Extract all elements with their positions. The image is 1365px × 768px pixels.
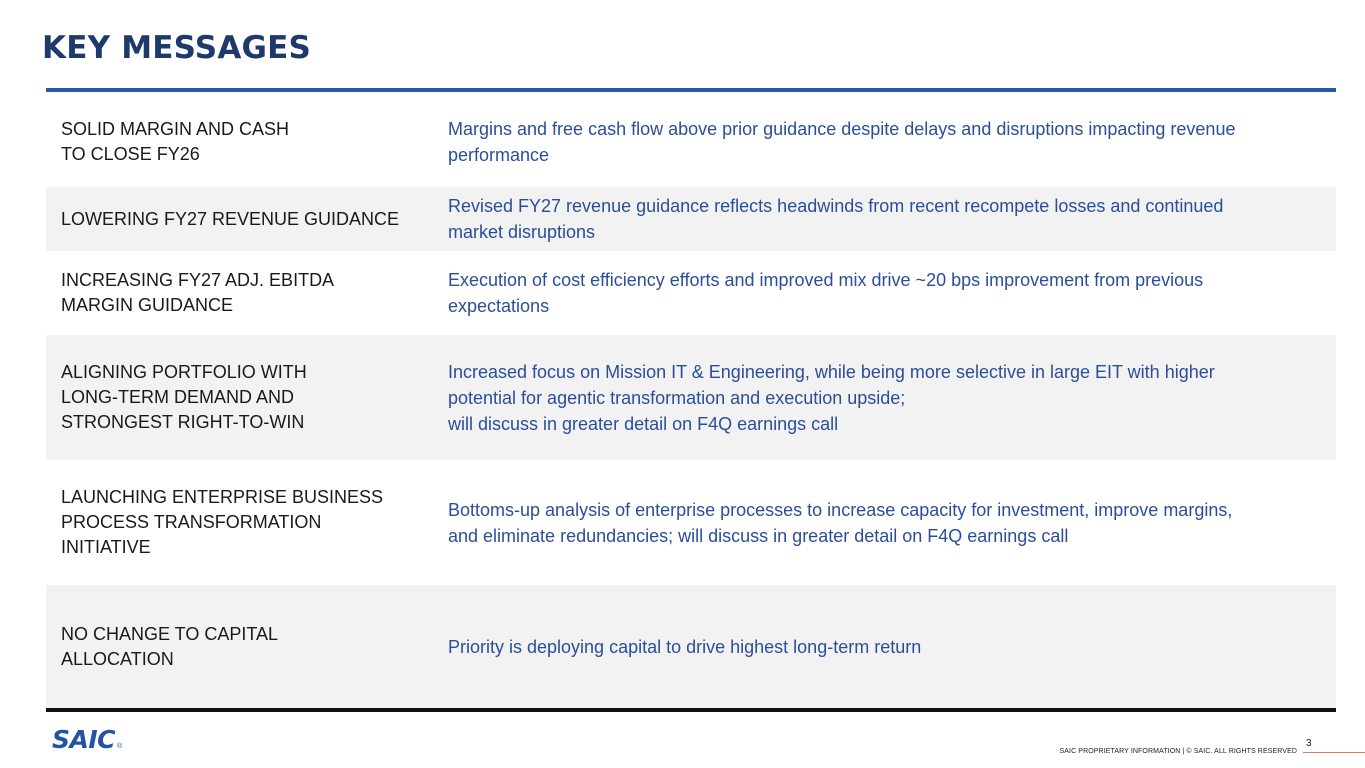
message-heading: NO CHANGE TO CAPITAL ALLOCATION: [61, 623, 279, 669]
message-heading: LOWERING FY27 REVENUE GUIDANCE: [61, 208, 400, 229]
message-heading: LAUNCHING ENTERPRISE BUSINESS PROCESS TRANSFORMATION INITIATIVE: [61, 487, 384, 557]
message-detail: Bottoms-up analysis of enterprise processes to increase capacity for investment, improve margins, and eliminate redundancies; will discuss in greater detail on F4Q earnings call: [448, 499, 1233, 546]
table-row: [46, 585, 1336, 708]
message-heading: INCREASING FY27 ADJ. EBITDA MARGIN GUIDANCE: [61, 270, 335, 315]
saic-logo: [52, 726, 122, 754]
registered-mark: ®: [117, 743, 123, 750]
message-detail: Margins and free cash flow above prior guidance despite delays and disruptions impacting revenue performance: [448, 118, 1236, 165]
page-number-underline: [1303, 752, 1365, 753]
logo-wordmark: SAIC: [52, 725, 116, 754]
footer-divider: [46, 708, 1336, 712]
table-row: [46, 460, 1336, 585]
key-messages-table: [46, 96, 1336, 708]
table-row: [46, 187, 1336, 251]
table-row: [46, 96, 1336, 187]
message-detail: Priority is deploying capital to drive highest long-term return: [448, 636, 922, 657]
message-detail: Execution of cost efficiency efforts and improved mix drive ~20 bps improvement from previous expectations: [448, 270, 1204, 316]
table-row: [46, 251, 1336, 335]
proprietary-notice: SAIC PROPRIETARY INFORMATION | © SAIC. ALL RIGHTS RESERVED: [1059, 748, 1297, 755]
message-heading: SOLID MARGIN AND CASH TO CLOSE FY26: [61, 118, 290, 164]
title-divider: [46, 88, 1336, 92]
page-title: KEY MESSAGES: [42, 30, 312, 66]
message-detail: Increased focus on Mission IT & Engineering, while being more selective in large EIT with higher potential for agentic transformation and execution upside; will discuss in greater detail on F4Q earnings call: [448, 361, 1215, 434]
page-number: 3: [1306, 738, 1312, 749]
message-detail: Revised FY27 revenue guidance reflects headwinds from recent recompete losses and continued market disruptions: [448, 196, 1224, 242]
message-heading: ALIGNING PORTFOLIO WITH LONG-TERM DEMAND AND STRONGEST RIGHT-TO-WIN: [61, 362, 307, 432]
table-row: [46, 335, 1336, 460]
